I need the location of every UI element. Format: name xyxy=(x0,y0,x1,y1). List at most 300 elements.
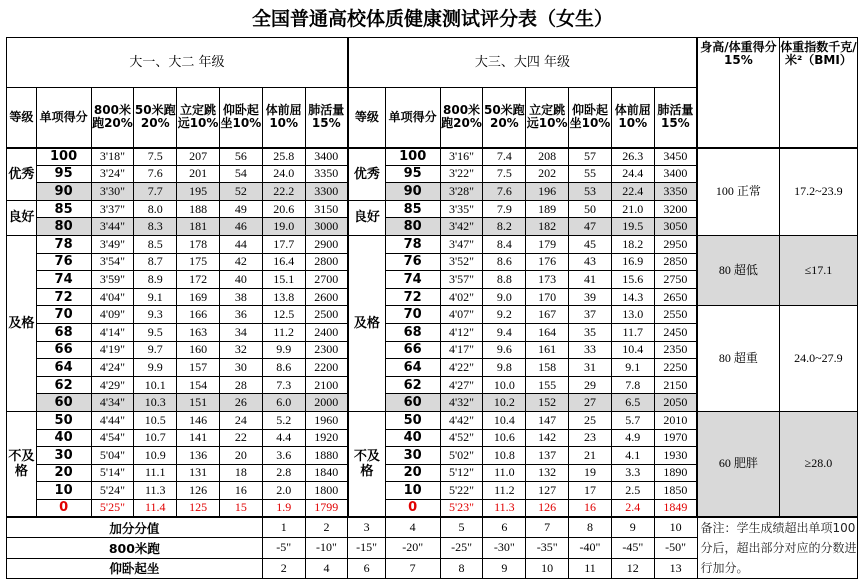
value-cell: 167 xyxy=(526,306,569,324)
value-cell: 2250 xyxy=(654,359,697,377)
value-cell: 9.3 xyxy=(134,306,177,324)
value-cell: 170 xyxy=(526,288,569,306)
bonus-value: 1 xyxy=(262,517,305,538)
value-cell: 4'42" xyxy=(440,411,483,429)
bmi-header: 体重指数千克/米²（BMI） xyxy=(779,38,857,148)
value-cell: 32 xyxy=(219,341,262,359)
value-cell: 10.1 xyxy=(134,376,177,394)
value-cell: 5'04" xyxy=(91,447,134,465)
value-cell: 3'16" xyxy=(440,148,483,166)
value-cell: 10.4 xyxy=(611,341,654,359)
bonus-value: -35" xyxy=(526,538,569,558)
score-cell: 80 xyxy=(385,218,440,236)
value-cell: 164 xyxy=(526,323,569,341)
value-cell: 1880 xyxy=(305,447,348,465)
bonus-value: 8 xyxy=(440,558,483,578)
value-cell: 4'24" xyxy=(91,359,134,377)
value-cell: 2.0 xyxy=(262,482,305,500)
score-cell: 70 xyxy=(385,306,440,324)
value-cell: 29 xyxy=(569,376,612,394)
value-cell: 155 xyxy=(526,376,569,394)
value-cell: 4'32" xyxy=(440,394,483,412)
value-cell: 27 xyxy=(569,394,612,412)
value-cell: 3'57" xyxy=(440,271,483,289)
value-cell: 8.6 xyxy=(262,359,305,377)
value-cell: 9.1 xyxy=(134,288,177,306)
value-cell: 131 xyxy=(177,464,220,482)
grade-cell: 良好 xyxy=(348,200,385,235)
value-cell: 24.0 xyxy=(262,165,305,183)
bmi-standard-cell: 60 肥胖 xyxy=(697,411,779,517)
column-header: 仰卧起坐10% xyxy=(219,88,262,148)
value-cell: 53 xyxy=(569,183,612,201)
value-cell: 5.2 xyxy=(262,411,305,429)
bonus-value: 9 xyxy=(611,517,654,538)
value-cell: 2150 xyxy=(654,376,697,394)
value-cell: 2550 xyxy=(654,306,697,324)
value-cell: 24.4 xyxy=(611,165,654,183)
value-cell: 4'27" xyxy=(440,376,483,394)
bonus-value: 6 xyxy=(348,558,385,578)
value-cell: 11.4 xyxy=(134,499,177,517)
value-cell: 22 xyxy=(219,429,262,447)
value-cell: 22.4 xyxy=(611,183,654,201)
score-table xyxy=(6,37,858,579)
column-header: 单项得分 xyxy=(36,88,91,148)
value-cell: 9.5 xyxy=(134,323,177,341)
score-cell: 60 xyxy=(385,394,440,412)
value-cell: 126 xyxy=(177,482,220,500)
score-cell: 0 xyxy=(36,499,91,517)
value-cell: 1849 xyxy=(654,499,697,517)
value-cell: 2600 xyxy=(305,288,348,306)
value-cell: 8.5 xyxy=(134,235,177,253)
table-row xyxy=(7,306,858,324)
value-cell: 31 xyxy=(569,359,612,377)
value-cell: 22.2 xyxy=(262,183,305,201)
bonus-value: 4 xyxy=(385,517,440,538)
value-cell: 41 xyxy=(569,271,612,289)
table-row xyxy=(7,411,858,429)
value-cell: 10.7 xyxy=(134,429,177,447)
value-cell: 9.7 xyxy=(134,341,177,359)
value-cell: 4'04" xyxy=(91,288,134,306)
value-cell: 208 xyxy=(526,148,569,166)
value-cell: 1920 xyxy=(305,429,348,447)
bonus-value: -10" xyxy=(305,538,348,558)
value-cell: 3350 xyxy=(654,183,697,201)
value-cell: 3.6 xyxy=(262,447,305,465)
score-cell: 90 xyxy=(36,183,91,201)
value-cell: 9.2 xyxy=(483,306,526,324)
value-cell: 2750 xyxy=(654,271,697,289)
value-cell: 172 xyxy=(177,271,220,289)
value-cell: 34 xyxy=(219,323,262,341)
value-cell: 10.9 xyxy=(134,447,177,465)
grade-cell: 不及格 xyxy=(7,411,37,517)
bonus-value: 10 xyxy=(654,517,697,538)
value-cell: 10.0 xyxy=(483,376,526,394)
score-cell: 72 xyxy=(385,288,440,306)
value-cell: 158 xyxy=(526,359,569,377)
value-cell: 4.1 xyxy=(611,447,654,465)
value-cell: 28 xyxy=(219,376,262,394)
value-cell: 2010 xyxy=(654,411,697,429)
value-cell: 1799 xyxy=(305,499,348,517)
bonus-value: -45" xyxy=(611,538,654,558)
value-cell: 7.9 xyxy=(483,200,526,218)
value-cell: 181 xyxy=(177,218,220,236)
score-cell: 20 xyxy=(36,464,91,482)
bonus-value: 7 xyxy=(385,558,440,578)
score-cell: 66 xyxy=(385,341,440,359)
value-cell: 20.6 xyxy=(262,200,305,218)
value-cell: 43 xyxy=(569,253,612,271)
value-cell: 182 xyxy=(526,218,569,236)
column-header: 50米跑20% xyxy=(483,88,526,148)
value-cell: 2350 xyxy=(654,341,697,359)
bmi-standard-cell: 80 超重 xyxy=(697,306,779,412)
table-row xyxy=(7,148,858,166)
value-cell: 1800 xyxy=(305,482,348,500)
bonus-value: 9 xyxy=(483,558,526,578)
value-cell: 126 xyxy=(526,499,569,517)
value-cell: 9.4 xyxy=(483,323,526,341)
value-cell: 11.0 xyxy=(483,464,526,482)
value-cell: 3'44" xyxy=(91,218,134,236)
value-cell: 46 xyxy=(219,218,262,236)
value-cell: 40 xyxy=(219,271,262,289)
value-cell: 7.5 xyxy=(134,148,177,166)
bonus-value: -5" xyxy=(262,538,305,558)
value-cell: 25 xyxy=(569,411,612,429)
value-cell: 11.7 xyxy=(611,323,654,341)
value-cell: 12.5 xyxy=(262,306,305,324)
value-cell: 3000 xyxy=(305,218,348,236)
value-cell: 18 xyxy=(219,464,262,482)
bmi-standard-cell: 80 超低 xyxy=(697,235,779,305)
value-cell: 3'47" xyxy=(440,235,483,253)
value-cell: 2.4 xyxy=(611,499,654,517)
value-cell: 2300 xyxy=(305,341,348,359)
value-cell: 14.3 xyxy=(611,288,654,306)
value-cell: 179 xyxy=(526,235,569,253)
value-cell: 3400 xyxy=(654,165,697,183)
value-cell: 5'23" xyxy=(440,499,483,517)
column-header: 等级 xyxy=(348,88,385,148)
value-cell: 55 xyxy=(569,165,612,183)
value-cell: 1930 xyxy=(654,447,697,465)
bonus-label: 800米跑 xyxy=(7,538,263,558)
value-cell: 4'02" xyxy=(440,288,483,306)
score-cell: 30 xyxy=(36,447,91,465)
value-cell: 1970 xyxy=(654,429,697,447)
value-cell: 24 xyxy=(219,411,262,429)
value-cell: 147 xyxy=(526,411,569,429)
value-cell: 7.4 xyxy=(483,148,526,166)
score-cell: 74 xyxy=(385,271,440,289)
value-cell: 4'29" xyxy=(91,376,134,394)
bonus-value: -30" xyxy=(483,538,526,558)
bonus-value: 12 xyxy=(611,558,654,578)
value-cell: 137 xyxy=(526,447,569,465)
value-cell: 5'25" xyxy=(91,499,134,517)
value-cell: 3400 xyxy=(305,148,348,166)
value-cell: 1840 xyxy=(305,464,348,482)
value-cell: 35 xyxy=(569,323,612,341)
value-cell: 52 xyxy=(219,183,262,201)
column-header: 立定跳远10% xyxy=(526,88,569,148)
value-cell: 5'24" xyxy=(91,482,134,500)
value-cell: 15.1 xyxy=(262,271,305,289)
value-cell: 9.1 xyxy=(611,359,654,377)
value-cell: 189 xyxy=(526,200,569,218)
value-cell: 4'07" xyxy=(440,306,483,324)
value-cell: 2800 xyxy=(305,253,348,271)
value-cell: 11.3 xyxy=(483,499,526,517)
bmi-range-cell: ≥28.0 xyxy=(779,411,857,517)
bonus-value: 13 xyxy=(654,558,697,578)
value-cell: 136 xyxy=(177,447,220,465)
value-cell: 42 xyxy=(219,253,262,271)
value-cell: 25.8 xyxy=(262,148,305,166)
value-cell: 2.5 xyxy=(611,482,654,500)
value-cell: 3'52" xyxy=(440,253,483,271)
value-cell: 5'22" xyxy=(440,482,483,500)
value-cell: 20 xyxy=(219,447,262,465)
value-cell: 9.6 xyxy=(483,341,526,359)
score-cell: 62 xyxy=(36,376,91,394)
bonus-value: 2 xyxy=(305,517,348,538)
value-cell: 8.9 xyxy=(134,271,177,289)
value-cell: 5'14" xyxy=(91,464,134,482)
value-cell: 3'49" xyxy=(91,235,134,253)
score-cell: 40 xyxy=(385,429,440,447)
value-cell: 4'44" xyxy=(91,411,134,429)
value-cell: 15.6 xyxy=(611,271,654,289)
grade-cell: 及格 xyxy=(348,235,385,411)
value-cell: 11.2 xyxy=(483,482,526,500)
grade-cell: 优秀 xyxy=(7,148,37,201)
value-cell: 2050 xyxy=(654,394,697,412)
value-cell: 3'18" xyxy=(91,148,134,166)
score-cell: 68 xyxy=(385,323,440,341)
value-cell: 21 xyxy=(569,447,612,465)
value-cell: 19.5 xyxy=(611,218,654,236)
value-cell: 2500 xyxy=(305,306,348,324)
value-cell: 157 xyxy=(177,359,220,377)
score-cell: 20 xyxy=(385,464,440,482)
value-cell: 3'24" xyxy=(91,165,134,183)
column-header: 单项得分 xyxy=(385,88,440,148)
value-cell: 4'54" xyxy=(91,429,134,447)
value-cell: 175 xyxy=(177,253,220,271)
value-cell: 10.3 xyxy=(134,394,177,412)
value-cell: 9.9 xyxy=(134,359,177,377)
value-cell: 207 xyxy=(177,148,220,166)
value-cell: 3150 xyxy=(305,200,348,218)
value-cell: 2850 xyxy=(654,253,697,271)
score-cell: 64 xyxy=(36,359,91,377)
value-cell: 3.3 xyxy=(611,464,654,482)
value-cell: 8.2 xyxy=(483,218,526,236)
bonus-value: -40" xyxy=(569,538,612,558)
value-cell: 3'42" xyxy=(440,218,483,236)
score-cell: 95 xyxy=(36,165,91,183)
bonus-value: 4 xyxy=(305,558,348,578)
value-cell: 39 xyxy=(569,288,612,306)
value-cell: 7.6 xyxy=(134,165,177,183)
value-cell: 30 xyxy=(219,359,262,377)
value-cell: 2700 xyxy=(305,271,348,289)
score-cell: 85 xyxy=(36,200,91,218)
value-cell: 13.8 xyxy=(262,288,305,306)
table-row xyxy=(7,235,858,253)
grade-cell: 不及格 xyxy=(348,411,385,517)
value-cell: 2200 xyxy=(305,359,348,377)
section-left-header: 大一、大二 年级 xyxy=(7,38,348,88)
value-cell: 7.7 xyxy=(134,183,177,201)
value-cell: 3'35" xyxy=(440,200,483,218)
score-cell: 78 xyxy=(36,235,91,253)
value-cell: 161 xyxy=(526,341,569,359)
section-right-header: 大三、大四 年级 xyxy=(348,38,697,88)
value-cell: 10.8 xyxy=(483,447,526,465)
value-cell: 3'28" xyxy=(440,183,483,201)
column-header: 立定跳远10% xyxy=(177,88,220,148)
value-cell: 9.9 xyxy=(262,341,305,359)
value-cell: 142 xyxy=(526,429,569,447)
value-cell: 3050 xyxy=(654,218,697,236)
bmi-range-cell: 24.0~27.9 xyxy=(779,306,857,412)
value-cell: 188 xyxy=(177,200,220,218)
value-cell: 4'12" xyxy=(440,323,483,341)
score-cell: 60 xyxy=(36,394,91,412)
value-cell: 152 xyxy=(526,394,569,412)
value-cell: 19.0 xyxy=(262,218,305,236)
value-cell: 49 xyxy=(219,200,262,218)
value-cell: 1.9 xyxy=(262,499,305,517)
value-cell: 7.5 xyxy=(483,165,526,183)
height-weight-header: 身高/体重得分15% xyxy=(697,38,779,148)
score-cell: 100 xyxy=(385,148,440,166)
score-cell: 62 xyxy=(385,376,440,394)
value-cell: 2.8 xyxy=(262,464,305,482)
value-cell: 21.0 xyxy=(611,200,654,218)
score-cell: 90 xyxy=(385,183,440,201)
score-cell: 85 xyxy=(385,200,440,218)
bonus-label: 加分分值 xyxy=(7,517,263,538)
bonus-value: 11 xyxy=(569,558,612,578)
bonus-value: 6 xyxy=(483,517,526,538)
score-cell: 70 xyxy=(36,306,91,324)
page-title: 全国普通高校体质健康测试评分表（女生） xyxy=(251,8,613,30)
bonus-value: 10 xyxy=(526,558,569,578)
bonus-value: 7 xyxy=(526,517,569,538)
bonus-value: 8 xyxy=(569,517,612,538)
value-cell: 3350 xyxy=(305,165,348,183)
value-cell: 11.1 xyxy=(134,464,177,482)
bonus-value: -50" xyxy=(654,538,697,558)
value-cell: 19 xyxy=(569,464,612,482)
column-header: 肺活量15% xyxy=(305,88,348,148)
score-cell: 76 xyxy=(385,253,440,271)
value-cell: 4'22" xyxy=(440,359,483,377)
value-cell: 2400 xyxy=(305,323,348,341)
value-cell: 16.9 xyxy=(611,253,654,271)
score-cell: 40 xyxy=(36,429,91,447)
value-cell: 163 xyxy=(177,323,220,341)
value-cell: 1850 xyxy=(654,482,697,500)
value-cell: 178 xyxy=(177,235,220,253)
score-cell: 66 xyxy=(36,341,91,359)
value-cell: 4'09" xyxy=(91,306,134,324)
value-cell: 5'12" xyxy=(440,464,483,482)
value-cell: 3'30" xyxy=(91,183,134,201)
bonus-value: -25" xyxy=(440,538,483,558)
score-cell: 95 xyxy=(385,165,440,183)
score-cell: 68 xyxy=(36,323,91,341)
column-header: 800米跑20% xyxy=(440,88,483,148)
bonus-row xyxy=(7,517,858,538)
value-cell: 1960 xyxy=(305,411,348,429)
value-cell: 8.6 xyxy=(483,253,526,271)
value-cell: 13.0 xyxy=(611,306,654,324)
value-cell: 3200 xyxy=(654,200,697,218)
score-cell: 78 xyxy=(385,235,440,253)
value-cell: 7.3 xyxy=(262,376,305,394)
bonus-value: -20" xyxy=(385,538,440,558)
value-cell: 160 xyxy=(177,341,220,359)
value-cell: 9.8 xyxy=(483,359,526,377)
value-cell: 54 xyxy=(219,165,262,183)
value-cell: 166 xyxy=(177,306,220,324)
value-cell: 4'52" xyxy=(440,429,483,447)
score-cell: 10 xyxy=(36,482,91,500)
column-header: 等级 xyxy=(7,88,37,148)
value-cell: 45 xyxy=(569,235,612,253)
value-cell: 151 xyxy=(177,394,220,412)
value-cell: 23 xyxy=(569,429,612,447)
bmi-range-cell: 17.2~23.9 xyxy=(779,148,857,236)
score-cell: 50 xyxy=(36,411,91,429)
section-row xyxy=(7,38,858,88)
column-header: 800米跑20% xyxy=(91,88,134,148)
value-cell: 6.5 xyxy=(611,394,654,412)
value-cell: 4.4 xyxy=(262,429,305,447)
column-header: 肺活量15% xyxy=(654,88,697,148)
value-cell: 176 xyxy=(526,253,569,271)
value-cell: 8.0 xyxy=(134,200,177,218)
score-cell: 100 xyxy=(36,148,91,166)
score-cell: 74 xyxy=(36,271,91,289)
value-cell: 3'54" xyxy=(91,253,134,271)
value-cell: 10.2 xyxy=(483,394,526,412)
value-cell: 2100 xyxy=(305,376,348,394)
value-cell: 4'14" xyxy=(91,323,134,341)
value-cell: 17 xyxy=(569,482,612,500)
value-cell: 154 xyxy=(177,376,220,394)
value-cell: 3450 xyxy=(654,148,697,166)
grade-cell: 及格 xyxy=(7,235,37,411)
value-cell: 15 xyxy=(219,499,262,517)
value-cell: 57 xyxy=(569,148,612,166)
score-cell: 80 xyxy=(36,218,91,236)
value-cell: 1890 xyxy=(654,464,697,482)
value-cell: 9.0 xyxy=(483,288,526,306)
grade-cell: 优秀 xyxy=(348,148,385,201)
value-cell: 202 xyxy=(526,165,569,183)
